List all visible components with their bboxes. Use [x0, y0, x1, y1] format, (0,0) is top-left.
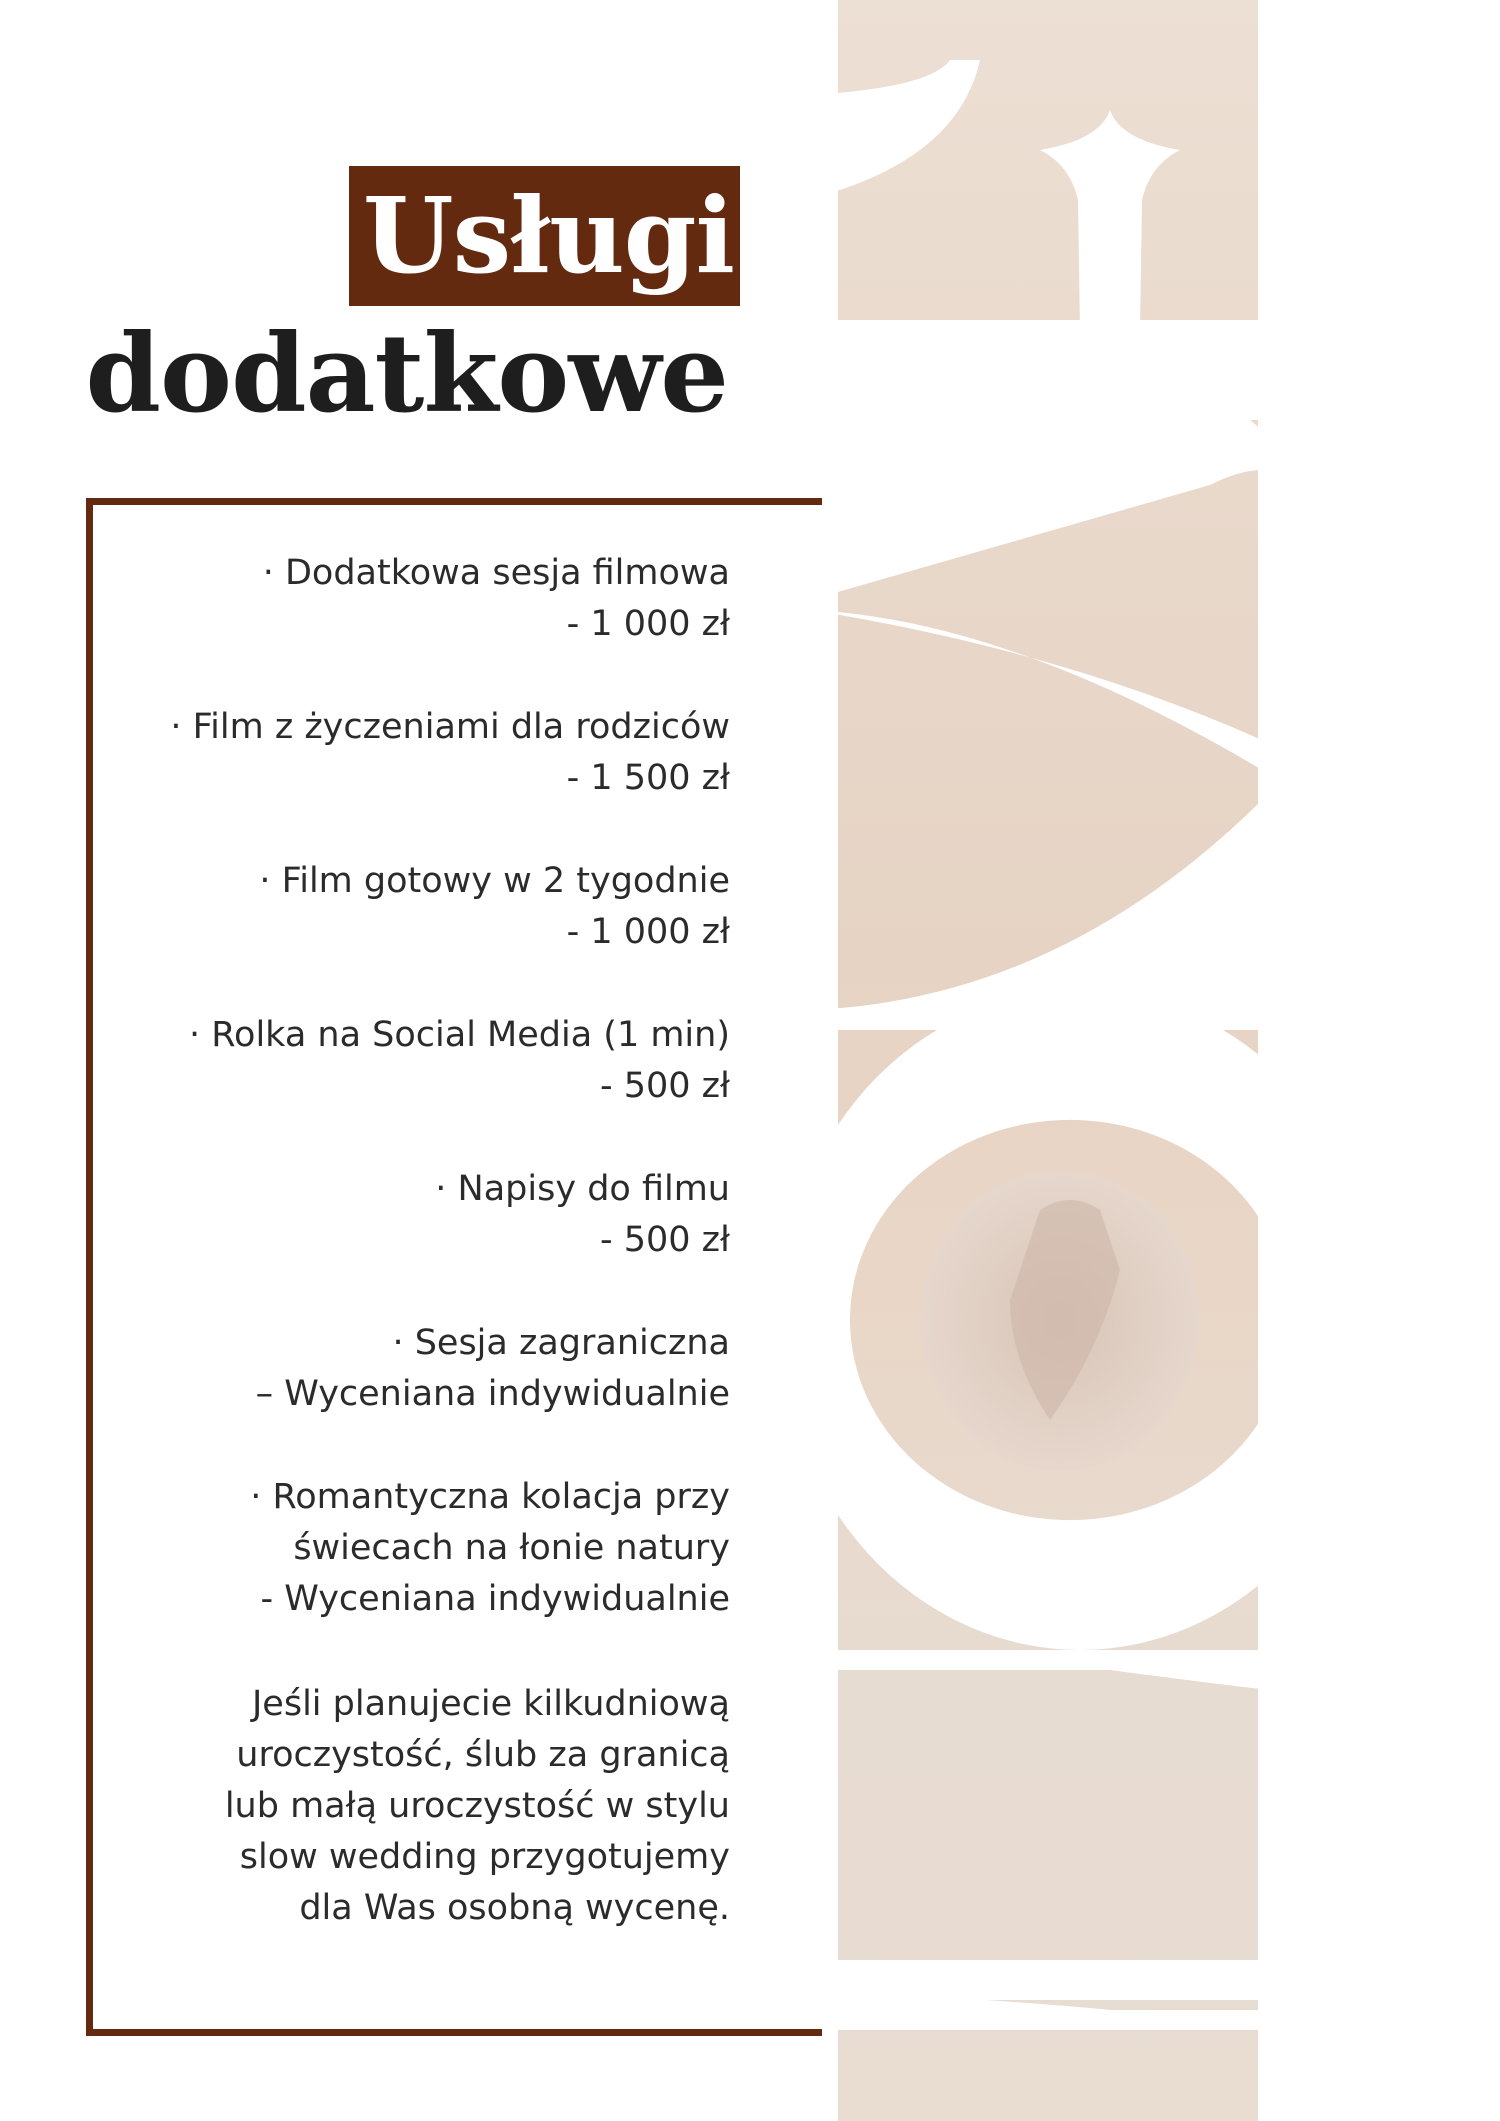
title-highlight: Usługi	[349, 166, 740, 306]
service-price: - 1 000 zł	[566, 604, 730, 644]
service-name: · Romantyczna kolacja przy	[250, 1477, 730, 1517]
service-name: · Dodatkowa sesja filmowa	[262, 553, 730, 593]
custom-quote-note	[100, 1679, 730, 1934]
service-name: świecach na łonie natury	[293, 1528, 730, 1568]
service-price: - Wyceniana indywidualnie	[260, 1579, 730, 1619]
service-item	[100, 1472, 730, 1625]
service-item	[100, 1164, 730, 1266]
title-subline: dodatkowe	[85, 311, 728, 437]
service-price: - 1 500 zł	[566, 758, 730, 798]
service-name: · Napisy do filmu	[435, 1169, 730, 1209]
service-item	[100, 1010, 730, 1112]
service-name: · Film z życzeniami dla rodziców	[170, 707, 730, 747]
service-item	[100, 702, 730, 804]
service-item	[100, 548, 730, 650]
service-item	[100, 1318, 730, 1420]
note-line: dla Was osobną wycenę.	[299, 1888, 730, 1928]
service-name: · Sesja zagraniczna	[392, 1323, 730, 1363]
note-line: slow wedding przygotujemy	[239, 1837, 730, 1877]
love-photo-strip	[810, 0, 1362, 2121]
service-price: - 500 zł	[599, 1220, 730, 1260]
services-list	[100, 548, 730, 1677]
service-price: - 1 000 zł	[566, 912, 730, 952]
note-line: lub małą uroczystość w stylu	[224, 1786, 730, 1826]
page-title	[0, 166, 740, 437]
note-line: Jeśli planujecie kilkudniową	[251, 1684, 730, 1724]
service-name: · Rolka na Social Media (1 min)	[189, 1015, 730, 1055]
service-price: – Wyceniana indywidualnie	[255, 1374, 730, 1414]
service-name: · Film gotowy w 2 tygodnie	[259, 861, 730, 901]
note-line: uroczystość, ślub za granicą	[236, 1735, 730, 1775]
service-item	[100, 856, 730, 958]
service-price: - 500 zł	[599, 1066, 730, 1106]
love-photo-graphic	[810, 0, 1362, 2121]
